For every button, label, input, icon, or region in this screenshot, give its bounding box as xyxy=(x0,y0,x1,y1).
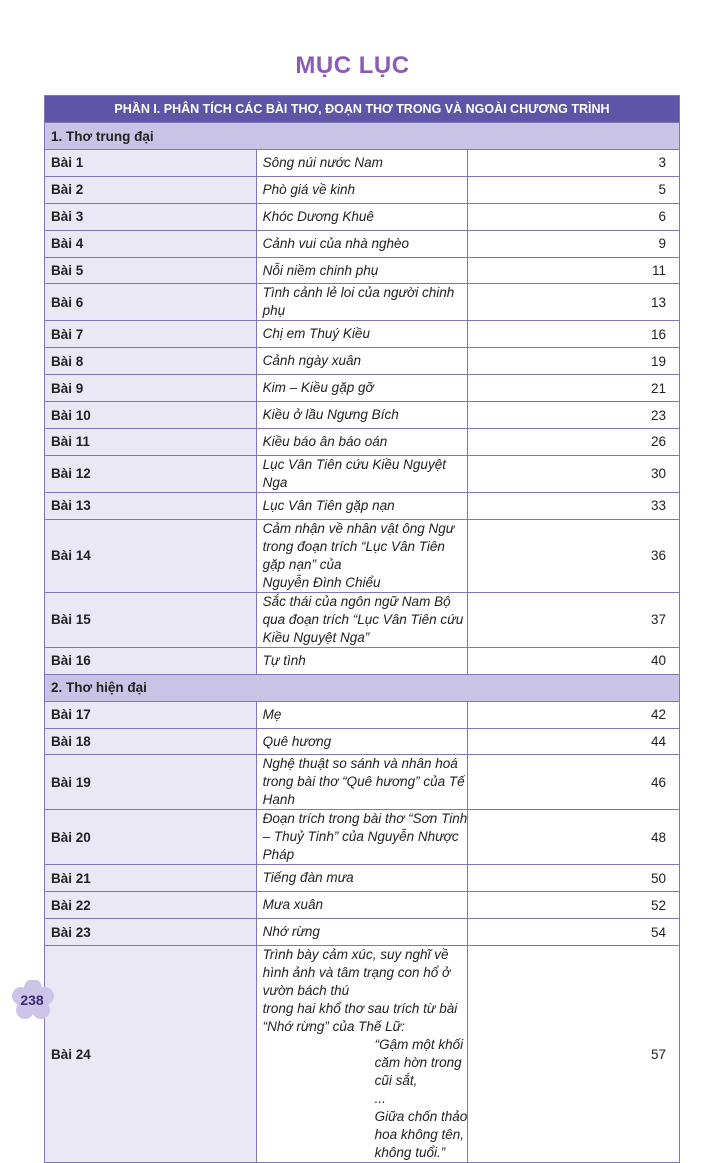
toc-row xyxy=(45,348,680,375)
entry-page: 13 xyxy=(468,284,680,321)
entry-number: Bài 8 xyxy=(45,348,257,375)
entry-page: 54 xyxy=(468,919,680,946)
entry-title[interactable]: Sắc thái của ngôn ngữ Nam Bộ qua đoạn trích “Lục Vân Tiên cứu Kiều Nguyệt Nga” xyxy=(256,592,468,647)
entry-number: Bài 4 xyxy=(45,230,257,257)
entry-number: Bài 14 xyxy=(45,519,257,592)
toc-row xyxy=(45,810,680,865)
entry-title[interactable]: Cảnh ngày xuân xyxy=(256,348,468,375)
toc-row xyxy=(45,728,680,755)
toc-row xyxy=(45,701,680,728)
poem-quote-line: Giữa chốn thảo hoa không tên, không tuổi.” xyxy=(374,1109,468,1161)
entry-number: Bài 23 xyxy=(45,919,257,946)
toc-row xyxy=(45,203,680,230)
entry-title[interactable]: Đoạn trích trong bài thơ “Sơn Tinh – Thuỷ Tinh” của Nguyễn Nhược Pháp xyxy=(256,810,468,865)
entry-page: 42 xyxy=(468,701,680,728)
toc-row xyxy=(45,946,680,1163)
part-header-text: PHẦN I. PHÂN TÍCH CÁC BÀI THƠ, ĐOẠN THƠ TRONG VÀ NGOÀI CHƯƠNG TRÌNH xyxy=(45,96,680,123)
entry-title[interactable]: Tự tình xyxy=(256,647,468,674)
entry-number: Bài 10 xyxy=(45,402,257,429)
entry-number: Bài 1 xyxy=(45,150,257,177)
entry-number: Bài 5 xyxy=(45,257,257,284)
entry-number: Bài 7 xyxy=(45,321,257,348)
section-header xyxy=(45,123,680,150)
entry-title[interactable]: Kiều báo ân báo oán xyxy=(256,429,468,456)
entry-number: Bài 16 xyxy=(45,647,257,674)
toc-row xyxy=(45,402,680,429)
entry-page: 30 xyxy=(468,455,680,492)
entry-number: Bài 15 xyxy=(45,592,257,647)
toc-row xyxy=(45,892,680,919)
toc-row xyxy=(45,176,680,203)
entry-page: 33 xyxy=(468,492,680,519)
entry-title-line: Cảm nhận về nhân vật ông Ngư trong đoạn trích “Lục Vân Tiên gặp nạn” của xyxy=(262,520,455,572)
entry-title[interactable]: Kiều ở lầu Ngưng Bích xyxy=(256,402,468,429)
toc-row xyxy=(45,519,680,592)
entry-number: Bài 24 xyxy=(45,946,257,1163)
entry-page: 9 xyxy=(468,230,680,257)
entry-title-line: Trình bày cảm xúc, suy nghĩ về hình ảnh và tâm trạng con hổ ở vườn bách thú xyxy=(262,947,451,999)
entry-title[interactable]: Quê hương xyxy=(256,728,468,755)
entry-title-line: Nguyễn Đình Chiểu xyxy=(262,574,381,590)
toc-row xyxy=(45,592,680,647)
section-label: 1. Thơ trung đại xyxy=(45,123,680,150)
entry-page: 6 xyxy=(468,203,680,230)
entry-page: 21 xyxy=(468,375,680,402)
entry-page: 37 xyxy=(468,592,680,647)
section-header xyxy=(45,674,680,701)
entry-page: 36 xyxy=(468,519,680,592)
entry-number: Bài 20 xyxy=(45,810,257,865)
table-of-contents xyxy=(44,95,680,1163)
entry-title[interactable] xyxy=(256,946,468,1163)
entry-title[interactable]: Lục Vân Tiên gặp nạn xyxy=(256,492,468,519)
entry-page: 40 xyxy=(468,647,680,674)
section-label: 2. Thơ hiện đại xyxy=(45,674,680,701)
entry-number: Bài 2 xyxy=(45,176,257,203)
entry-page: 50 xyxy=(468,865,680,892)
toc-row xyxy=(45,429,680,456)
entry-number: Bài 12 xyxy=(45,455,257,492)
entry-title[interactable]: Nhớ rừng xyxy=(256,919,468,946)
entry-number: Bài 13 xyxy=(45,492,257,519)
entry-page: 44 xyxy=(468,728,680,755)
entry-page: 52 xyxy=(468,892,680,919)
entry-page: 46 xyxy=(468,755,680,810)
entry-title[interactable]: Kim – Kiều gặp gỡ xyxy=(256,375,468,402)
entry-title[interactable]: Tiếng đàn mưa xyxy=(256,865,468,892)
entry-number: Bài 19 xyxy=(45,755,257,810)
toc-row xyxy=(45,321,680,348)
entry-title[interactable]: Khóc Dương Khuê xyxy=(256,203,468,230)
entry-number: Bài 22 xyxy=(45,892,257,919)
toc-row xyxy=(45,375,680,402)
page-title: MỤC LỤC xyxy=(295,52,410,79)
toc-row xyxy=(45,257,680,284)
entry-title-line: trong hai khổ thơ sau trích từ bài “Nhớ rừng” của Thế Lữ: xyxy=(262,1001,458,1035)
entry-page: 26 xyxy=(468,429,680,456)
poem-quote-line: “Gậm một khối căm hờn trong cũi sắt, xyxy=(374,1037,464,1089)
entry-title[interactable]: Phò giá về kinh xyxy=(256,176,468,203)
entry-page: 57 xyxy=(468,946,680,1163)
toc-row xyxy=(45,919,680,946)
toc-row xyxy=(45,755,680,810)
entry-title[interactable]: Tình cảnh lẻ loi của người chinh phụ xyxy=(256,284,468,321)
toc-row xyxy=(45,492,680,519)
entry-title[interactable]: Nghệ thuật so sánh và nhân hoá trong bài thơ “Quê hương” của Tế Hanh xyxy=(256,755,468,810)
entry-number: Bài 6 xyxy=(45,284,257,321)
entry-title[interactable]: Lục Vân Tiên cứu Kiều Nguyệt Nga xyxy=(256,455,468,492)
entry-page: 11 xyxy=(468,257,680,284)
entry-page: 5 xyxy=(468,176,680,203)
entry-page: 23 xyxy=(468,402,680,429)
entry-title[interactable] xyxy=(256,519,468,592)
entry-number: Bài 21 xyxy=(45,865,257,892)
toc-row xyxy=(45,150,680,177)
entry-number: Bài 9 xyxy=(45,375,257,402)
toc-row xyxy=(45,284,680,321)
entry-title[interactable]: Sông núi nước Nam xyxy=(256,150,468,177)
entry-page: 3 xyxy=(468,150,680,177)
toc-row xyxy=(45,230,680,257)
entry-page: 16 xyxy=(468,321,680,348)
entry-number: Bài 17 xyxy=(45,701,257,728)
page-number: 238 xyxy=(20,992,44,1008)
poem-quote-ellipsis: ... xyxy=(374,1091,386,1107)
toc-row xyxy=(45,455,680,492)
entry-page: 19 xyxy=(468,348,680,375)
toc-row xyxy=(45,865,680,892)
entry-title[interactable]: Cảnh vui của nhà nghèo xyxy=(256,230,468,257)
entry-title[interactable]: Nỗi niềm chinh phụ xyxy=(256,257,468,284)
entry-page: 48 xyxy=(468,810,680,865)
entry-number: Bài 11 xyxy=(45,429,257,456)
entry-title[interactable]: Chị em Thuý Kiều xyxy=(256,321,468,348)
entry-number: Bài 18 xyxy=(45,728,257,755)
entry-title[interactable]: Mưa xuân xyxy=(256,892,468,919)
part-header xyxy=(45,96,680,123)
toc-row xyxy=(45,647,680,674)
entry-title[interactable]: Mẹ xyxy=(256,701,468,728)
entry-number: Bài 3 xyxy=(45,203,257,230)
